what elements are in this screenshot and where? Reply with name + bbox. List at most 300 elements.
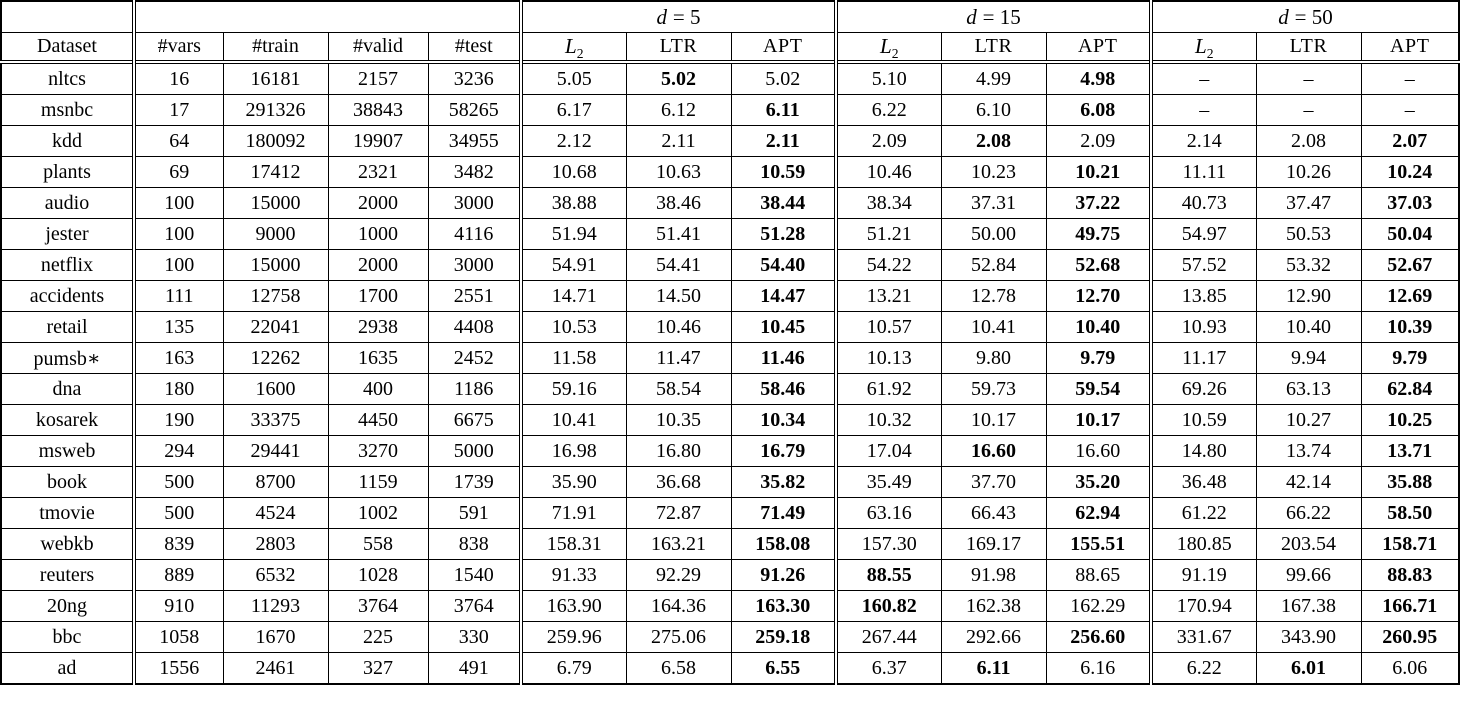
value-cell: 99.66 bbox=[1256, 560, 1361, 591]
vars-cell: 100 bbox=[134, 250, 223, 281]
dataset-cell: bbc bbox=[1, 622, 134, 653]
value-cell: 57.52 bbox=[1151, 250, 1256, 281]
table-row bbox=[1, 498, 1459, 529]
train-cell: 15000 bbox=[223, 188, 328, 219]
dataset-cell: 20ng bbox=[1, 591, 134, 622]
value-cell: 38.44 bbox=[731, 188, 836, 219]
value-cell: 12.70 bbox=[1046, 281, 1151, 312]
vars-cell: 100 bbox=[134, 219, 223, 250]
valid-cell: 2938 bbox=[328, 312, 428, 343]
value-cell: 10.35 bbox=[626, 405, 731, 436]
train-cell: 9000 bbox=[223, 219, 328, 250]
value-cell: 35.82 bbox=[731, 467, 836, 498]
train-cell: 180092 bbox=[223, 126, 328, 157]
test-cell: 2452 bbox=[428, 343, 521, 374]
valid-cell: 4450 bbox=[328, 405, 428, 436]
value-cell: 54.97 bbox=[1151, 219, 1256, 250]
value-cell: 163.30 bbox=[731, 591, 836, 622]
value-cell: 51.28 bbox=[731, 219, 836, 250]
col-header-valid: #valid bbox=[328, 33, 428, 63]
value-cell: 10.93 bbox=[1151, 312, 1256, 343]
vars-cell: 190 bbox=[134, 405, 223, 436]
value-cell: 6.22 bbox=[1151, 653, 1256, 685]
value-cell: 10.23 bbox=[941, 157, 1046, 188]
value-cell: 166.71 bbox=[1361, 591, 1459, 622]
valid-cell: 1000 bbox=[328, 219, 428, 250]
test-cell: 1739 bbox=[428, 467, 521, 498]
value-cell: 343.90 bbox=[1256, 622, 1361, 653]
value-cell: 13.74 bbox=[1256, 436, 1361, 467]
value-cell: 38.88 bbox=[521, 188, 626, 219]
train-cell: 1600 bbox=[223, 374, 328, 405]
value-cell: 91.33 bbox=[521, 560, 626, 591]
value-cell: 6.22 bbox=[836, 95, 941, 126]
value-cell: 6.55 bbox=[731, 653, 836, 685]
value-cell: 162.29 bbox=[1046, 591, 1151, 622]
train-cell: 33375 bbox=[223, 405, 328, 436]
value-cell: 4.98 bbox=[1046, 62, 1151, 95]
test-cell: 5000 bbox=[428, 436, 521, 467]
dataset-cell: plants bbox=[1, 157, 134, 188]
value-cell: 10.41 bbox=[521, 405, 626, 436]
test-cell: 591 bbox=[428, 498, 521, 529]
value-cell: 72.87 bbox=[626, 498, 731, 529]
value-cell: 52.84 bbox=[941, 250, 1046, 281]
value-cell: 259.96 bbox=[521, 622, 626, 653]
value-cell: 2.08 bbox=[941, 126, 1046, 157]
test-cell: 1186 bbox=[428, 374, 521, 405]
value-cell: 50.00 bbox=[941, 219, 1046, 250]
value-cell: 292.66 bbox=[941, 622, 1046, 653]
dataset-cell: msweb bbox=[1, 436, 134, 467]
value-cell: 66.22 bbox=[1256, 498, 1361, 529]
value-cell: 36.48 bbox=[1151, 467, 1256, 498]
valid-cell: 327 bbox=[328, 653, 428, 685]
value-cell: 164.36 bbox=[626, 591, 731, 622]
vars-cell: 839 bbox=[134, 529, 223, 560]
dataset-cell: webkb bbox=[1, 529, 134, 560]
valid-cell: 1635 bbox=[328, 343, 428, 374]
math-var: d bbox=[966, 4, 977, 29]
value-cell: 331.67 bbox=[1151, 622, 1256, 653]
value-cell: 61.92 bbox=[836, 374, 941, 405]
table-row bbox=[1, 653, 1459, 685]
value-cell: 51.41 bbox=[626, 219, 731, 250]
value-cell: 10.25 bbox=[1361, 405, 1459, 436]
value-cell: 38.34 bbox=[836, 188, 941, 219]
value-cell: 9.80 bbox=[941, 343, 1046, 374]
col-header-test: #test bbox=[428, 33, 521, 63]
column-header-row bbox=[1, 33, 1459, 63]
valid-cell: 2321 bbox=[328, 157, 428, 188]
value-cell: 52.68 bbox=[1046, 250, 1151, 281]
train-cell: 2461 bbox=[223, 653, 328, 685]
table-row bbox=[1, 467, 1459, 498]
value-cell: 13.71 bbox=[1361, 436, 1459, 467]
vars-cell: 1556 bbox=[134, 653, 223, 685]
dataset-cell: ad bbox=[1, 653, 134, 685]
vars-cell: 69 bbox=[134, 157, 223, 188]
value-cell: 14.50 bbox=[626, 281, 731, 312]
col-header-apt-d5: APT bbox=[731, 33, 836, 63]
value-cell: 6.17 bbox=[521, 95, 626, 126]
value-cell: 66.43 bbox=[941, 498, 1046, 529]
value-cell: 12.78 bbox=[941, 281, 1046, 312]
value-cell: 63.16 bbox=[836, 498, 941, 529]
col-header-ltr-d5: LTR bbox=[626, 33, 731, 63]
valid-cell: 19907 bbox=[328, 126, 428, 157]
dataset-cell: dna bbox=[1, 374, 134, 405]
value-cell: 16.98 bbox=[521, 436, 626, 467]
value-cell: 10.53 bbox=[521, 312, 626, 343]
value-cell: 6.06 bbox=[1361, 653, 1459, 685]
valid-cell: 2000 bbox=[328, 188, 428, 219]
valid-cell: 1028 bbox=[328, 560, 428, 591]
col-header-ltr-d15: LTR bbox=[941, 33, 1046, 63]
test-cell: 491 bbox=[428, 653, 521, 685]
dataset-cell: audio bbox=[1, 188, 134, 219]
value-cell: 40.73 bbox=[1151, 188, 1256, 219]
table-row bbox=[1, 62, 1459, 95]
dataset-cell: jester bbox=[1, 219, 134, 250]
value-cell: 13.85 bbox=[1151, 281, 1256, 312]
value-cell: 6.16 bbox=[1046, 653, 1151, 685]
train-cell: 12262 bbox=[223, 343, 328, 374]
value-cell: 10.24 bbox=[1361, 157, 1459, 188]
test-cell: 3764 bbox=[428, 591, 521, 622]
value-cell: 14.71 bbox=[521, 281, 626, 312]
value-cell: 88.55 bbox=[836, 560, 941, 591]
table-row bbox=[1, 95, 1459, 126]
value-cell: 37.03 bbox=[1361, 188, 1459, 219]
valid-cell: 38843 bbox=[328, 95, 428, 126]
value-cell: 11.11 bbox=[1151, 157, 1256, 188]
dataset-cell: kosarek bbox=[1, 405, 134, 436]
value-cell: 12.90 bbox=[1256, 281, 1361, 312]
table-row bbox=[1, 312, 1459, 343]
value-cell: 6.58 bbox=[626, 653, 731, 685]
value-cell: 54.22 bbox=[836, 250, 941, 281]
value-cell: 92.29 bbox=[626, 560, 731, 591]
table-row bbox=[1, 622, 1459, 653]
value-cell: 259.18 bbox=[731, 622, 836, 653]
dataset-cell: retail bbox=[1, 312, 134, 343]
valid-cell: 3270 bbox=[328, 436, 428, 467]
col-header-apt-d15: APT bbox=[1046, 33, 1151, 63]
value-cell: 2.12 bbox=[521, 126, 626, 157]
valid-cell: 2000 bbox=[328, 250, 428, 281]
vars-cell: 135 bbox=[134, 312, 223, 343]
value-cell: 12.69 bbox=[1361, 281, 1459, 312]
dataset-cell: book bbox=[1, 467, 134, 498]
col-header-l2-d50: $L_2$ bbox=[1151, 33, 1256, 63]
table-body bbox=[1, 62, 1459, 684]
value-cell: 203.54 bbox=[1256, 529, 1361, 560]
test-cell: 34955 bbox=[428, 126, 521, 157]
value-cell: 10.40 bbox=[1046, 312, 1151, 343]
vars-cell: 889 bbox=[134, 560, 223, 591]
train-cell: 16181 bbox=[223, 62, 328, 95]
col-header-train: #train bbox=[223, 33, 328, 63]
value-cell: 10.27 bbox=[1256, 405, 1361, 436]
valid-cell: 558 bbox=[328, 529, 428, 560]
value-cell: 170.94 bbox=[1151, 591, 1256, 622]
value-cell: 5.02 bbox=[731, 62, 836, 95]
value-cell: 260.95 bbox=[1361, 622, 1459, 653]
table-row bbox=[1, 374, 1459, 405]
value-cell: 13.21 bbox=[836, 281, 941, 312]
train-cell: 12758 bbox=[223, 281, 328, 312]
train-cell: 2803 bbox=[223, 529, 328, 560]
vars-cell: 910 bbox=[134, 591, 223, 622]
train-cell: 15000 bbox=[223, 250, 328, 281]
value-cell: 9.79 bbox=[1361, 343, 1459, 374]
value-cell: 169.17 bbox=[941, 529, 1046, 560]
dataset-cell: tmovie bbox=[1, 498, 134, 529]
value-cell: 163.90 bbox=[521, 591, 626, 622]
value-cell: 162.38 bbox=[941, 591, 1046, 622]
dataset-cell: nltcs bbox=[1, 62, 134, 95]
vars-cell: 17 bbox=[134, 95, 223, 126]
value-cell: 54.40 bbox=[731, 250, 836, 281]
dataset-cell: netflix bbox=[1, 250, 134, 281]
table-row bbox=[1, 250, 1459, 281]
value-cell: 2.07 bbox=[1361, 126, 1459, 157]
value-cell: 37.70 bbox=[941, 467, 1046, 498]
value-cell: 158.08 bbox=[731, 529, 836, 560]
value-cell: 91.19 bbox=[1151, 560, 1256, 591]
value-cell: 51.21 bbox=[836, 219, 941, 250]
value-cell: – bbox=[1256, 95, 1361, 126]
train-cell: 17412 bbox=[223, 157, 328, 188]
col-header-l2-d15: $L_2$ bbox=[836, 33, 941, 63]
value-cell: 49.75 bbox=[1046, 219, 1151, 250]
table-row bbox=[1, 560, 1459, 591]
value-cell: – bbox=[1151, 95, 1256, 126]
table-row bbox=[1, 343, 1459, 374]
value-cell: 10.32 bbox=[836, 405, 941, 436]
value-cell: 2.09 bbox=[1046, 126, 1151, 157]
value-cell: 2.11 bbox=[731, 126, 836, 157]
col-header-vars: #vars bbox=[134, 33, 223, 63]
valid-cell: 225 bbox=[328, 622, 428, 653]
value-cell: 16.80 bbox=[626, 436, 731, 467]
value-cell: 10.46 bbox=[836, 157, 941, 188]
math-rest: = 50 bbox=[1294, 4, 1333, 29]
value-cell: 2.08 bbox=[1256, 126, 1361, 157]
train-cell: 11293 bbox=[223, 591, 328, 622]
vars-cell: 64 bbox=[134, 126, 223, 157]
value-cell: 63.13 bbox=[1256, 374, 1361, 405]
value-cell: 10.17 bbox=[941, 405, 1046, 436]
math-rest: = 15 bbox=[982, 4, 1021, 29]
table-row bbox=[1, 281, 1459, 312]
col-header-l2-d5: $L_2$ bbox=[521, 33, 626, 63]
train-cell: 22041 bbox=[223, 312, 328, 343]
value-cell: 11.58 bbox=[521, 343, 626, 374]
dataset-cell: pumsb∗ bbox=[1, 343, 134, 374]
value-cell: 180.85 bbox=[1151, 529, 1256, 560]
value-cell: 6.79 bbox=[521, 653, 626, 685]
value-cell: 10.34 bbox=[731, 405, 836, 436]
value-cell: 11.17 bbox=[1151, 343, 1256, 374]
group-header-row bbox=[1, 1, 1459, 33]
value-cell: 88.65 bbox=[1046, 560, 1151, 591]
value-cell: 69.26 bbox=[1151, 374, 1256, 405]
vars-cell: 180 bbox=[134, 374, 223, 405]
value-cell: 10.21 bbox=[1046, 157, 1151, 188]
value-cell: 11.47 bbox=[626, 343, 731, 374]
value-cell: 6.10 bbox=[941, 95, 1046, 126]
value-cell: 267.44 bbox=[836, 622, 941, 653]
value-cell: 6.11 bbox=[731, 95, 836, 126]
dataset-cell: reuters bbox=[1, 560, 134, 591]
table-row bbox=[1, 157, 1459, 188]
vars-cell: 1058 bbox=[134, 622, 223, 653]
vars-cell: 16 bbox=[134, 62, 223, 95]
value-cell: 71.91 bbox=[521, 498, 626, 529]
value-cell: 62.84 bbox=[1361, 374, 1459, 405]
value-cell: 6.08 bbox=[1046, 95, 1151, 126]
value-cell: 54.91 bbox=[521, 250, 626, 281]
train-cell: 4524 bbox=[223, 498, 328, 529]
value-cell: – bbox=[1151, 62, 1256, 95]
vars-cell: 500 bbox=[134, 467, 223, 498]
value-cell: 37.47 bbox=[1256, 188, 1361, 219]
value-cell: 163.21 bbox=[626, 529, 731, 560]
value-cell: 59.54 bbox=[1046, 374, 1151, 405]
valid-cell: 1002 bbox=[328, 498, 428, 529]
test-cell: 2551 bbox=[428, 281, 521, 312]
test-cell: 1540 bbox=[428, 560, 521, 591]
value-cell: 51.94 bbox=[521, 219, 626, 250]
value-cell: 88.83 bbox=[1361, 560, 1459, 591]
value-cell: 91.98 bbox=[941, 560, 1046, 591]
table-row bbox=[1, 591, 1459, 622]
table-row bbox=[1, 126, 1459, 157]
value-cell: 35.90 bbox=[521, 467, 626, 498]
math-var: d bbox=[656, 4, 668, 29]
value-cell: 6.11 bbox=[941, 653, 1046, 685]
value-cell: 5.10 bbox=[836, 62, 941, 95]
value-cell: 10.68 bbox=[521, 157, 626, 188]
value-cell: 10.57 bbox=[836, 312, 941, 343]
value-cell: 275.06 bbox=[626, 622, 731, 653]
dataset-cell: kdd bbox=[1, 126, 134, 157]
value-cell: 2.09 bbox=[836, 126, 941, 157]
value-cell: – bbox=[1361, 95, 1459, 126]
dataset-cell: accidents bbox=[1, 281, 134, 312]
value-cell: 2.14 bbox=[1151, 126, 1256, 157]
value-cell: 53.32 bbox=[1256, 250, 1361, 281]
value-cell: 42.14 bbox=[1256, 467, 1361, 498]
value-cell: 58.50 bbox=[1361, 498, 1459, 529]
value-cell: 38.46 bbox=[626, 188, 731, 219]
train-cell: 1670 bbox=[223, 622, 328, 653]
value-cell: 62.94 bbox=[1046, 498, 1151, 529]
value-cell: 91.26 bbox=[731, 560, 836, 591]
value-cell: 10.17 bbox=[1046, 405, 1151, 436]
test-cell: 3000 bbox=[428, 250, 521, 281]
value-cell: – bbox=[1361, 62, 1459, 95]
value-cell: 37.31 bbox=[941, 188, 1046, 219]
value-cell: 35.88 bbox=[1361, 467, 1459, 498]
value-cell: 2.11 bbox=[626, 126, 731, 157]
value-cell: 10.13 bbox=[836, 343, 941, 374]
value-cell: 16.60 bbox=[941, 436, 1046, 467]
value-cell: 167.38 bbox=[1256, 591, 1361, 622]
value-cell: 155.51 bbox=[1046, 529, 1151, 560]
test-cell: 838 bbox=[428, 529, 521, 560]
value-cell: 10.46 bbox=[626, 312, 731, 343]
value-cell: 50.53 bbox=[1256, 219, 1361, 250]
vars-cell: 100 bbox=[134, 188, 223, 219]
value-cell: 10.40 bbox=[1256, 312, 1361, 343]
value-cell: 9.79 bbox=[1046, 343, 1151, 374]
test-cell: 4408 bbox=[428, 312, 521, 343]
col-header-apt-d50: APT bbox=[1361, 33, 1459, 63]
value-cell: – bbox=[1256, 62, 1361, 95]
train-cell: 29441 bbox=[223, 436, 328, 467]
value-cell: 50.04 bbox=[1361, 219, 1459, 250]
table-row bbox=[1, 529, 1459, 560]
group-header-d50 bbox=[1151, 1, 1459, 33]
value-cell: 52.67 bbox=[1361, 250, 1459, 281]
value-cell: 54.41 bbox=[626, 250, 731, 281]
value-cell: 10.45 bbox=[731, 312, 836, 343]
vars-cell: 294 bbox=[134, 436, 223, 467]
value-cell: 10.26 bbox=[1256, 157, 1361, 188]
col-header-ltr-d50: LTR bbox=[1256, 33, 1361, 63]
value-cell: 36.68 bbox=[626, 467, 731, 498]
value-cell: 58.54 bbox=[626, 374, 731, 405]
value-cell: 6.12 bbox=[626, 95, 731, 126]
value-cell: 5.05 bbox=[521, 62, 626, 95]
table-row bbox=[1, 436, 1459, 467]
value-cell: 6.37 bbox=[836, 653, 941, 685]
valid-cell: 2157 bbox=[328, 62, 428, 95]
value-cell: 11.46 bbox=[731, 343, 836, 374]
stats-blank-cell bbox=[134, 1, 521, 33]
train-cell: 6532 bbox=[223, 560, 328, 591]
test-cell: 6675 bbox=[428, 405, 521, 436]
value-cell: 16.60 bbox=[1046, 436, 1151, 467]
value-cell: 6.01 bbox=[1256, 653, 1361, 685]
valid-cell: 3764 bbox=[328, 591, 428, 622]
test-cell: 3000 bbox=[428, 188, 521, 219]
value-cell: 9.94 bbox=[1256, 343, 1361, 374]
value-cell: 158.31 bbox=[521, 529, 626, 560]
test-cell: 58265 bbox=[428, 95, 521, 126]
value-cell: 10.59 bbox=[731, 157, 836, 188]
valid-cell: 1159 bbox=[328, 467, 428, 498]
value-cell: 59.16 bbox=[521, 374, 626, 405]
value-cell: 37.22 bbox=[1046, 188, 1151, 219]
value-cell: 17.04 bbox=[836, 436, 941, 467]
test-cell: 3482 bbox=[428, 157, 521, 188]
value-cell: 16.79 bbox=[731, 436, 836, 467]
value-cell: 35.20 bbox=[1046, 467, 1151, 498]
value-cell: 58.46 bbox=[731, 374, 836, 405]
value-cell: 14.47 bbox=[731, 281, 836, 312]
value-cell: 14.80 bbox=[1151, 436, 1256, 467]
group-header-d15 bbox=[836, 1, 1151, 33]
test-cell: 330 bbox=[428, 622, 521, 653]
value-cell: 59.73 bbox=[941, 374, 1046, 405]
value-cell: 5.02 bbox=[626, 62, 731, 95]
value-cell: 71.49 bbox=[731, 498, 836, 529]
value-cell: 160.82 bbox=[836, 591, 941, 622]
